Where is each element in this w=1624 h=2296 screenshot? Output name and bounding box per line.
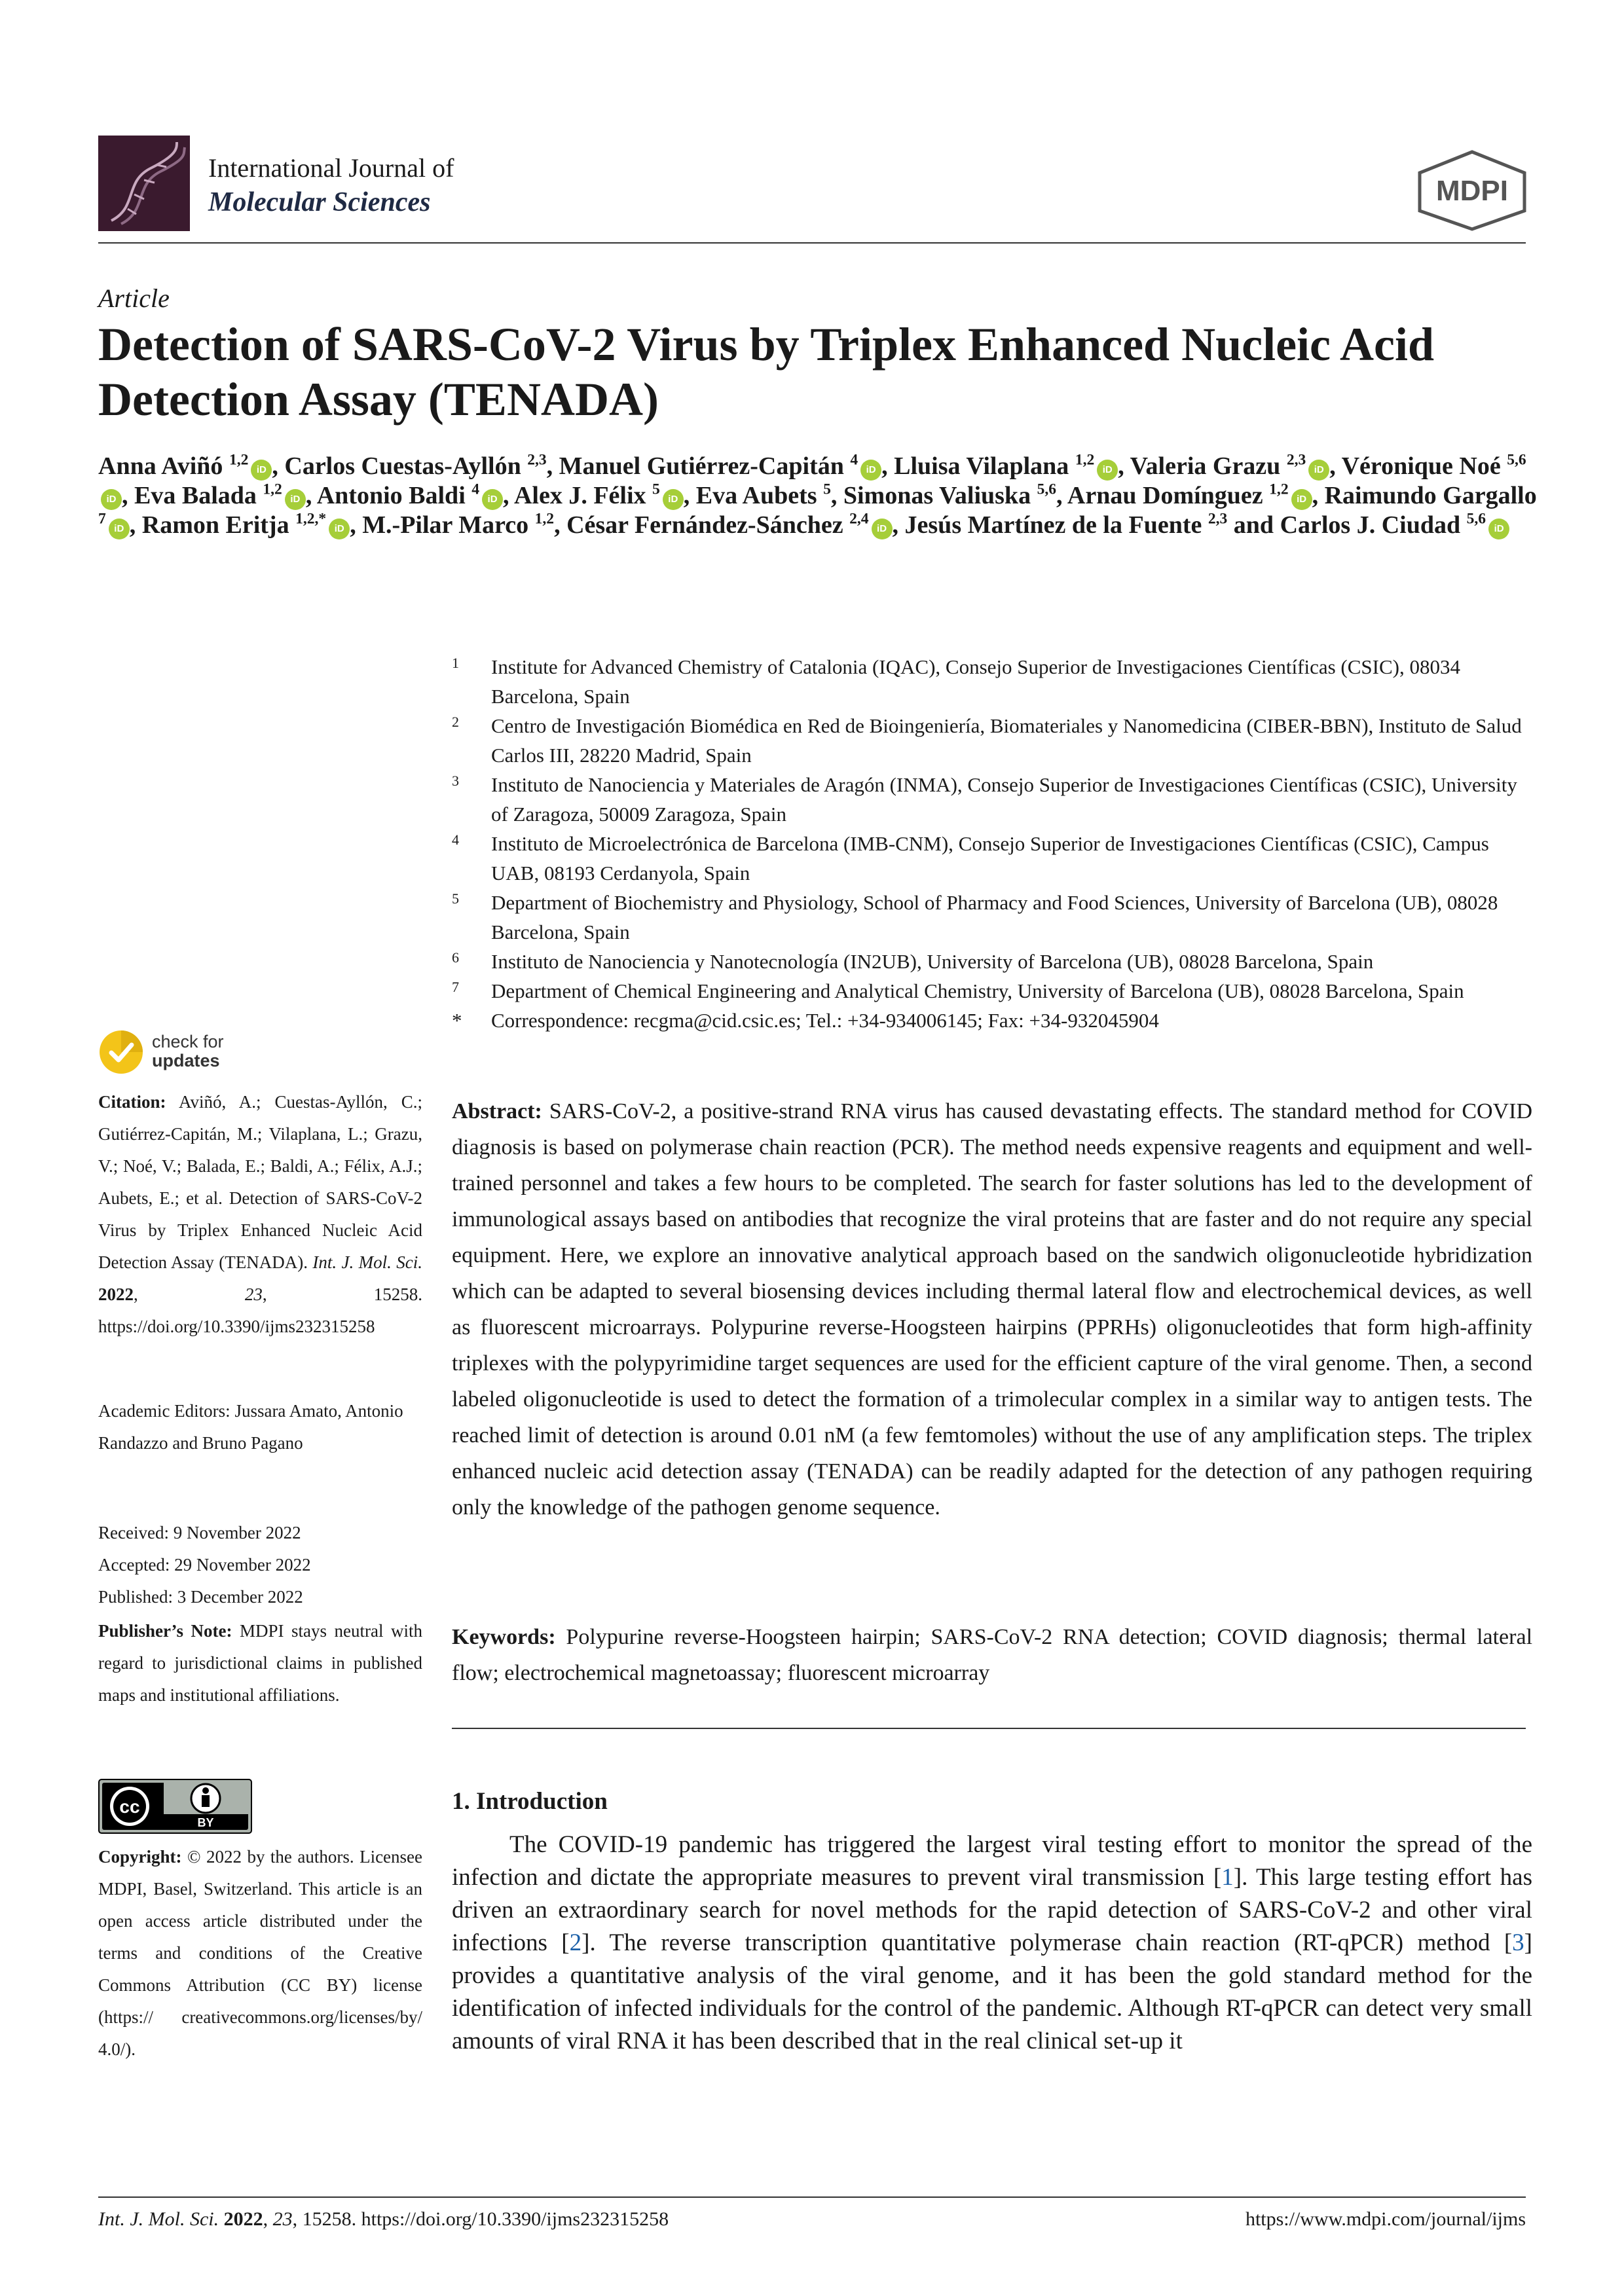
author-separator: , xyxy=(350,511,363,539)
author-separator: , xyxy=(546,452,559,480)
author xyxy=(566,511,892,539)
footer-volume: 23 xyxy=(272,2208,293,2230)
orcid-icon[interactable]: iD xyxy=(872,519,893,539)
author-affiliation-mark: 5,6 xyxy=(1507,451,1526,469)
affiliation-number: 3 xyxy=(452,773,459,789)
author xyxy=(1067,482,1312,509)
author-affiliation-mark: 5,6 xyxy=(1037,481,1057,498)
introduction-paragraph xyxy=(452,1829,1532,2058)
orcid-icon[interactable]: iD xyxy=(482,489,503,510)
author xyxy=(894,452,1118,480)
editors-names: Jussara Amato, Antonio Randazzo and Bruno Pagano xyxy=(98,1401,403,1453)
editors-label: Academic Editors: xyxy=(98,1401,231,1421)
affiliation-number: 1 xyxy=(452,655,459,671)
citation-volume: 23 xyxy=(244,1285,263,1304)
author-affiliation-mark: 5 xyxy=(652,481,660,498)
author xyxy=(514,482,684,509)
academic-editors xyxy=(98,1395,422,1459)
affiliation-number: 4 xyxy=(452,831,459,848)
publisher-logo-text: MDPI xyxy=(1436,175,1508,207)
author-name: Simonas Valiuska xyxy=(843,482,1031,509)
author-affiliation-mark: 5 xyxy=(823,481,831,498)
journal-name-line1: International Journal of xyxy=(208,153,454,183)
author-name: Carlos Cuestas-Ayllón xyxy=(284,452,521,480)
orcid-icon[interactable]: iD xyxy=(285,489,306,510)
author-separator: , xyxy=(830,482,843,509)
author-affiliation-mark: 1,2 xyxy=(1269,481,1289,498)
publication-dates xyxy=(98,1517,422,1613)
abstract-text: SARS-CoV-2, a positive-strand RNA virus has caused devastating effects. The standard method for COVID diagnosis is based on polymerase chain reaction (PCR). The method needs expensive reagents and equipment and well-trained personnel and takes a few hours to be completed. The search for faster solutions has led to the development of immunological assays based on antibodies that recognize the viral proteins that are faster and do not require any special equipment. Here, we explore an innovative analytical approach based on the sandwich oligonucleotide hybridization which can be adapted to several biosensing devices including thermal lateral flow and electrochemical devices, as well as fluorescent microarrays. Polypurine reverse-Hoogsteen hairpins (PPRHs) oligonucleotides that form high-affinity triplexes with the polypyrimidine target sequences are used for the efficient capture of the viral genome. Then, a second labeled oligonucleotide is used to detect the formation of a trimolecular complex in a similar way to antigen tests. The reached limit of detection is around 0.01 nM (a few femtomoles) without the use of any amplification steps. The triplex enhanced nucleic acid detection assay (TENADA) can be readily adapted for the detection of any pathogen requiring only the knowledge of the pathogen genome sequence. xyxy=(452,1099,1533,1520)
orcid-icon[interactable]: iD xyxy=(109,519,130,539)
affiliation-item xyxy=(452,770,1532,829)
author xyxy=(317,482,503,509)
citation-journal: Int. J. Mol. Sci. xyxy=(312,1252,422,1272)
copyright-label: Copyright: xyxy=(98,1847,182,1867)
affiliation-text: Institute for Advanced Chemistry of Catalonia (IQAC), Consejo Superior de Investigaciones Científicas (CSIC), 08034 Barcelona, Spain xyxy=(491,655,1460,708)
correspondence-mark: * xyxy=(452,1009,462,1032)
correspondence-text: Correspondence: recgma@cid.csic.es; Tel.: +34-934006145; Fax: +34-932045904 xyxy=(491,1009,1159,1032)
affiliation-item xyxy=(452,976,1532,1006)
footer-doi[interactable]: , 15258. https://doi.org/10.3390/ijms232315258 xyxy=(292,2208,669,2230)
author-affiliation-mark: 2,4 xyxy=(849,510,869,528)
article-type: Article xyxy=(98,283,170,313)
author-name: Jesús Martínez de la Fuente xyxy=(904,511,1202,539)
header-divider xyxy=(98,242,1526,244)
author xyxy=(559,452,881,480)
affiliation-text: Department of Chemical Engineering and Analytical Chemistry, University of Barcelona (UB), 08028 Barcelona, Spain xyxy=(491,979,1464,1002)
author-separator: , xyxy=(129,511,142,539)
author-affiliation-mark: 2,3 xyxy=(527,451,547,469)
affiliation-text: Instituto de Microelectrónica de Barcelona (IMB-CNM), Consejo Superior de Investigaciones Científicas (CSIC), Campus UAB, 08193 Cerdanyola, Spain xyxy=(491,832,1489,884)
footer-year: 2022 xyxy=(223,2208,263,2230)
affiliation-text: Instituto de Nanociencia y Materiales de Aragón (INMA), Consejo Superior de Investigaciones Científicas (CSIC), University of Zaragoza, 50009 Zaragoza, Spain xyxy=(491,773,1517,826)
author-separator: , xyxy=(1312,482,1325,509)
check-for-updates-badge[interactable] xyxy=(98,1029,255,1075)
check-updates-line1: check for xyxy=(152,1032,224,1051)
affiliation-number: 5 xyxy=(452,890,459,907)
author-separator: , xyxy=(683,482,696,509)
intro-text-4: ] provides a quantitative analysis of the viral genome, and it has been the gold standard method for the identification of infected individuals for the control of the pandemic. Although RT-qPCR can detect very small amounts of viral RNA it has been described that in the real clinical set-up it xyxy=(452,1929,1532,2054)
author-separator: , xyxy=(1056,482,1067,509)
check-updates-icon xyxy=(98,1029,144,1075)
author-separator: , xyxy=(503,482,514,509)
orcid-icon[interactable]: iD xyxy=(251,460,272,481)
keywords-text: Polypurine reverse-Hoogsteen hairpin; SARS-CoV-2 RNA detection; COVID diagnosis; thermal lateral flow; electrochemical magnetoassay; fluorescent microarray xyxy=(452,1625,1533,1685)
intro-text-2: ]. This large testing effort has driven an extraordinary search for novel methods for the rapid detection of SARS-CoV-2 and other viral infections [ xyxy=(452,1864,1532,1956)
author xyxy=(284,452,546,480)
author xyxy=(843,482,1056,509)
publishers-note-label: Publisher’s Note: xyxy=(98,1621,232,1641)
cc-by-text: BY xyxy=(197,1816,214,1829)
author-separator: , xyxy=(892,511,905,539)
publishers-note xyxy=(98,1615,422,1711)
author-name: Valeria Grazu xyxy=(1130,452,1281,480)
author-name: Ramon Eritja xyxy=(141,511,289,539)
author-affiliation-mark: 1,2 xyxy=(534,510,555,528)
intro-text-3: ]. The reverse transcription quantitative polymerase chain reaction (RT-qPCR) method [ xyxy=(581,1929,1513,1956)
author xyxy=(362,511,554,539)
author xyxy=(1280,511,1510,539)
keywords xyxy=(452,1619,1532,1691)
citation-text: Aviñó, A.; Cuestas-Ayllón, C.; Gutiérrez-Capitán, M.; Vilaplana, L.; Grazu, V.; Noé, V.; Balada, E.; Baldi, A.; Félix, A.J.; Aubets, E.; et al. Detection of SARS-CoV-2 Virus by Triplex Enhanced Nucleic Acid Detection Assay (TENADA). xyxy=(98,1092,422,1272)
author xyxy=(905,511,1228,539)
cc-text: cc xyxy=(119,1796,140,1817)
date-accepted: Accepted: 29 November 2022 xyxy=(98,1555,311,1575)
author-separator: , xyxy=(881,452,895,480)
author-name: M.-Pilar Marco xyxy=(362,511,529,539)
publisher-logo[interactable] xyxy=(1413,149,1531,232)
affiliation-item xyxy=(452,888,1532,947)
keywords-label: Keywords: xyxy=(452,1625,556,1649)
author-affiliation-mark: 2,3 xyxy=(1208,510,1228,528)
affiliations xyxy=(452,652,1532,1035)
reference-link-2[interactable]: 2 xyxy=(569,1929,582,1956)
affiliation-item xyxy=(452,947,1532,976)
author-affiliation-mark: 1,2 xyxy=(1075,451,1095,469)
affiliation-number: 2 xyxy=(452,714,459,730)
author-name: Anna Aviñó xyxy=(98,452,223,480)
citation-year: 2022 xyxy=(98,1285,134,1304)
section-heading-introduction: 1. Introduction xyxy=(452,1788,608,1815)
footer-journal: Int. J. Mol. Sci. xyxy=(98,2208,219,2230)
orcid-icon[interactable]: iD xyxy=(329,519,350,539)
author-affiliation-mark: 4 xyxy=(850,451,858,469)
author xyxy=(98,452,272,480)
author-separator: , xyxy=(305,482,317,509)
citation-doi[interactable]: , 15258. https://doi.org/10.3390/ijms232315258 xyxy=(98,1285,422,1336)
abstract xyxy=(452,1093,1532,1525)
affiliation-item xyxy=(452,711,1532,770)
author-name: Alex J. Félix xyxy=(513,482,646,509)
author-name: Carlos J. Ciudad xyxy=(1280,511,1461,539)
footer-citation: Int. J. Mol. Sci. 2022, 23, 15258. https://doi.org/10.3390/ijms232315258 xyxy=(98,2208,669,2230)
orcid-icon[interactable]: iD xyxy=(1291,489,1312,510)
author-affiliation-mark: 1,2,* xyxy=(295,510,327,528)
author-separator: , xyxy=(272,452,285,480)
author-separator: , xyxy=(1118,452,1130,480)
orcid-icon[interactable]: iD xyxy=(101,489,122,510)
author-name: Raimundo Gargallo xyxy=(1324,482,1537,509)
author-name: Lluisa Vilaplana xyxy=(894,452,1069,480)
check-updates-line2: updates xyxy=(152,1051,220,1070)
footer-divider xyxy=(98,2196,1526,2198)
author xyxy=(142,511,350,539)
copyright-notice xyxy=(98,1841,422,2066)
author-separator-and: and xyxy=(1227,511,1280,539)
author-list xyxy=(98,452,1539,540)
author xyxy=(134,482,306,509)
author xyxy=(1130,452,1330,480)
author-name: Eva Aubets xyxy=(695,482,817,509)
affiliation-number: 6 xyxy=(452,949,459,966)
orcid-icon[interactable]: iD xyxy=(1097,460,1118,481)
author-name: Manuel Gutiérrez-Capitán xyxy=(559,452,844,480)
author-affiliation-mark: 5,6 xyxy=(1466,510,1486,528)
author xyxy=(696,482,831,509)
reference-link-3[interactable]: 3 xyxy=(1512,1929,1524,1956)
correspondence xyxy=(452,1006,1532,1035)
orcid-icon[interactable]: iD xyxy=(1308,460,1329,481)
date-published: Published: 3 December 2022 xyxy=(98,1587,303,1607)
journal-name-line2: Molecular Sciences xyxy=(208,187,431,217)
journal-logo xyxy=(98,136,190,231)
intro-text-1: The COVID-19 pandemic has triggered the largest viral testing effort to monitor the spread of the infection and dictate the appropriate measures to prevent viral transmission [ xyxy=(452,1831,1532,1891)
author-affiliation-mark: 1,2 xyxy=(229,451,249,469)
author-name: César Fernández-Sánchez xyxy=(566,511,843,539)
affiliation-text: Instituto de Nanociencia y Nanotecnología (IN2UB), University of Barcelona (UB), 08028 Barcelona, Spain xyxy=(491,950,1374,973)
author-affiliation-mark: 7 xyxy=(98,510,106,528)
author-name: Eva Balada xyxy=(134,482,257,509)
orcid-icon[interactable]: iD xyxy=(663,489,684,510)
section-divider xyxy=(452,1728,1526,1729)
author-affiliation-mark: 1,2 xyxy=(263,481,282,498)
author-affiliation-mark: 2,3 xyxy=(1286,451,1306,469)
article-title: Detection of SARS-CoV-2 Virus by Triplex Enhanced Nucleic Acid Detection Assay (TENADA) xyxy=(98,318,1435,426)
publishers-note-text: MDPI stays neutral with regard to jurisdictional claims in published maps and institutional affiliations. xyxy=(98,1621,423,1705)
orcid-icon[interactable]: iD xyxy=(860,460,881,481)
author-name: Antonio Baldi xyxy=(316,482,466,509)
date-received: Received: 9 November 2022 xyxy=(98,1523,301,1542)
reference-link-1[interactable]: 1 xyxy=(1221,1864,1234,1891)
author-separator: , xyxy=(1329,452,1342,480)
author-separator: , xyxy=(554,511,567,539)
author-name: Véronique Noé xyxy=(1341,452,1501,480)
author-affiliation-mark: 4 xyxy=(471,481,480,498)
author-name: Arnau Domínguez xyxy=(1067,482,1263,509)
citation-label: Citation: xyxy=(98,1092,166,1112)
copyright-text: © 2022 by the authors. Licensee MDPI, Basel, Switzerland. This article is an open access article distributed under the terms and conditions of the Creative Commons Attribution (CC BY) license (https:// creativecommons.org/licenses/by/ 4.0/). xyxy=(98,1847,423,2059)
author-separator: , xyxy=(122,482,134,509)
abstract-label: Abstract: xyxy=(452,1099,542,1123)
affiliation-number: 7 xyxy=(452,979,459,995)
footer-journal-url[interactable]: https://www.mdpi.com/journal/ijms xyxy=(1245,2208,1526,2230)
citation-block: Citation: Aviñó, A.; Cuestas-Ayllón, C.; Gutiérrez-Capitán, M.; Vilaplana, L.; Grazu, V.; Noé, V.; Balada, E.; Baldi, A.; Félix, A.J.; Aubets, E.; et al. Detection of SARS-CoV-2 Virus by Triplex Enhanced Nucleic Acid Detection Assay (TENADA). Int. J. Mol. Sci. 2022, 23, 15258. https://doi.org/10.3390/ijms232315258 xyxy=(98,1092,422,1336)
cc-by-license-icon[interactable] xyxy=(98,1779,252,1834)
orcid-icon[interactable]: iD xyxy=(1488,519,1509,539)
affiliation-text: Centro de Investigación Biomédica en Red de Bioingeniería, Biomateriales y Nanomedicina (CIBER-BBN), Instituto de Salud Carlos III, 28220 Madrid, Spain xyxy=(491,714,1522,767)
affiliation-text: Department of Biochemistry and Physiology, School of Pharmacy and Food Sciences, University of Barcelona (UB), 08028 Barcelona, Spain xyxy=(491,891,1498,943)
affiliation-item xyxy=(452,652,1532,711)
affiliation-item xyxy=(452,829,1532,888)
